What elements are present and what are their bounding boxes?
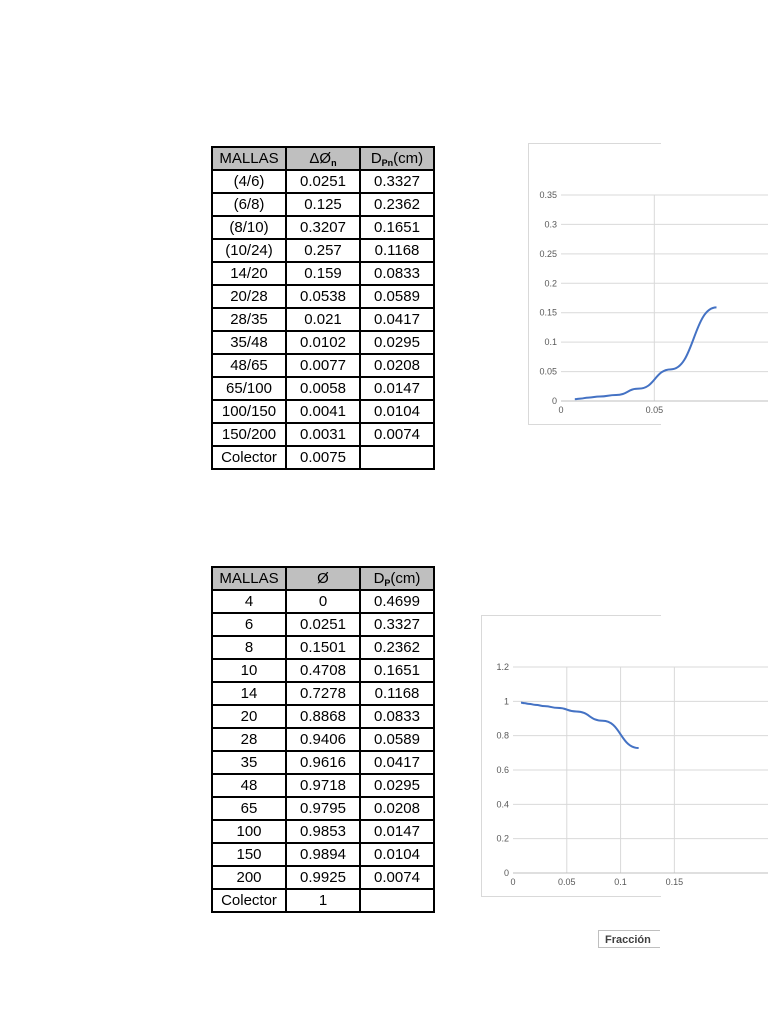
cell-malla: 14	[212, 682, 286, 705]
cell-diameter: 0.0104	[360, 400, 434, 423]
cell-diameter: 0.4699	[360, 590, 434, 613]
header-phi: Ø	[286, 567, 360, 590]
cell-fraction: 0.0251	[286, 613, 360, 636]
table-row	[212, 682, 434, 705]
cell-fraction: 0.7278	[286, 682, 360, 705]
header-dpn: $D_{Pn}(cm)$	[360, 147, 434, 170]
cell-malla: 48/65	[212, 354, 286, 377]
table-row	[212, 285, 434, 308]
cell-diameter: 0.0833	[360, 262, 434, 285]
table-row	[212, 613, 434, 636]
header-mallas: MALLAS	[212, 567, 286, 590]
cell-malla: 150	[212, 843, 286, 866]
y-tick-label: 1.2	[496, 662, 509, 672]
cell-diameter: 0.0589	[360, 285, 434, 308]
cell-diameter: 0.2362	[360, 636, 434, 659]
table-row	[212, 170, 434, 193]
series-line	[575, 307, 717, 399]
table-row	[212, 636, 434, 659]
y-tick-label: 0.3	[544, 219, 557, 230]
cell-diameter: 0.3327	[360, 170, 434, 193]
cell-fraction: 0.1501	[286, 636, 360, 659]
cell-diameter: 0.0104	[360, 843, 434, 866]
cell-malla: 20/28	[212, 285, 286, 308]
table-incremental-fraction	[211, 146, 435, 470]
cell-fraction: 0.021	[286, 308, 360, 331]
table-cumulative-fraction	[211, 566, 435, 913]
x-tick-label: 0.1	[614, 877, 627, 887]
cell-malla: 35	[212, 751, 286, 774]
cell-malla: 48	[212, 774, 286, 797]
cell-fraction: 0.0251	[286, 170, 360, 193]
cell-diameter: 0.0147	[360, 820, 434, 843]
cell-diameter: 0.0074	[360, 866, 434, 889]
table-row	[212, 239, 434, 262]
cell-fraction: 0.8868	[286, 705, 360, 728]
table-row	[212, 774, 434, 797]
cell-diameter	[360, 446, 434, 469]
cell-diameter: 0.1651	[360, 216, 434, 239]
cell-fraction: 0.0031	[286, 423, 360, 446]
cell-malla: 20	[212, 705, 286, 728]
cell-diameter: 0.1168	[360, 682, 434, 705]
cell-fraction: 0.0102	[286, 331, 360, 354]
cell-malla: 14/20	[212, 262, 286, 285]
x-tick-label: 0.05	[645, 405, 664, 415]
table-row	[212, 377, 434, 400]
cell-diameter: 0.1651	[360, 659, 434, 682]
y-tick-label: 0.2	[496, 833, 509, 844]
cell-diameter: 0.0147	[360, 377, 434, 400]
table-row	[212, 751, 434, 774]
table-row	[212, 400, 434, 423]
table-row	[212, 331, 434, 354]
cell-fraction: 0.257	[286, 239, 360, 262]
cell-fraction: 0.0075	[286, 446, 360, 469]
table-row	[212, 728, 434, 751]
table-row	[212, 590, 434, 613]
cell-fraction: 0	[286, 590, 360, 613]
cell-malla: 100/150	[212, 400, 286, 423]
y-tick-label: 0.15	[539, 307, 557, 318]
x-tick-label: 0	[510, 877, 516, 887]
x-tick-label: 0.15	[665, 877, 684, 887]
cell-fraction: 0.9894	[286, 843, 360, 866]
cell-fraction: 0.0077	[286, 354, 360, 377]
chart-cumulative	[481, 615, 684, 897]
table-header-row	[212, 147, 434, 170]
cell-diameter: 0.2362	[360, 193, 434, 216]
table-row	[212, 797, 434, 820]
cell-diameter: 0.0417	[360, 308, 434, 331]
cell-diameter	[360, 889, 434, 912]
y-tick-label: 0.4	[496, 799, 509, 810]
y-tick-label: 0.35	[539, 190, 557, 200]
cell-fraction: 0.0538	[286, 285, 360, 308]
cell-fraction: 0.9795	[286, 797, 360, 820]
cell-malla: 200	[212, 866, 286, 889]
table-header-row	[212, 567, 434, 590]
cell-diameter: 0.0074	[360, 423, 434, 446]
cell-malla: 8	[212, 636, 286, 659]
table-row	[212, 423, 434, 446]
chart-legend-label: Fracción	[598, 930, 660, 948]
table-row	[212, 659, 434, 682]
table-row	[212, 820, 434, 843]
cell-malla: 10	[212, 659, 286, 682]
cell-fraction: 0.0041	[286, 400, 360, 423]
table-row	[212, 446, 434, 469]
cell-fraction: 0.9925	[286, 866, 360, 889]
cell-fraction: 0.4708	[286, 659, 360, 682]
cell-malla: 4	[212, 590, 286, 613]
cell-malla: (10/24)	[212, 239, 286, 262]
cell-fraction: 0.159	[286, 262, 360, 285]
cell-malla: Colector	[212, 889, 286, 912]
y-tick-label: 0.6	[496, 765, 509, 775]
cell-fraction: 0.9718	[286, 774, 360, 797]
cell-malla: 6	[212, 613, 286, 636]
header-delta-phi: $\Delta Ø_n$	[286, 147, 360, 170]
cell-malla: 35/48	[212, 331, 286, 354]
chart-cumulative-svg	[482, 616, 684, 896]
y-tick-label: 0.8	[496, 730, 509, 741]
cell-diameter: 0.0295	[360, 774, 434, 797]
cell-malla: 65	[212, 797, 286, 820]
cell-malla: 28	[212, 728, 286, 751]
cell-diameter: 0.1168	[360, 239, 434, 262]
y-tick-label: 0	[503, 868, 509, 878]
table-row	[212, 354, 434, 377]
table-row	[212, 216, 434, 239]
header-dp: $D_P(cm)$	[360, 567, 434, 590]
y-tick-label: 1	[503, 696, 509, 707]
cell-malla: 28/35	[212, 308, 286, 331]
cell-malla: (6/8)	[212, 193, 286, 216]
cell-malla: (4/6)	[212, 170, 286, 193]
cell-fraction: 0.125	[286, 193, 360, 216]
cell-diameter: 0.0295	[360, 331, 434, 354]
table-row	[212, 705, 434, 728]
y-tick-label: 0.05	[539, 366, 557, 377]
cell-diameter: 0.0589	[360, 728, 434, 751]
table-row	[212, 843, 434, 866]
y-tick-label: 0.2	[544, 278, 557, 289]
y-tick-label: 0	[551, 396, 557, 406]
table-row	[212, 866, 434, 889]
cell-fraction: 1	[286, 889, 360, 912]
cell-malla: 150/200	[212, 423, 286, 446]
cell-malla: 65/100	[212, 377, 286, 400]
cell-diameter: 0.0417	[360, 751, 434, 774]
y-tick-label: 0.25	[539, 248, 557, 259]
cell-fraction: 0.9406	[286, 728, 360, 751]
cell-diameter: 0.0208	[360, 354, 434, 377]
cell-diameter: 0.0208	[360, 797, 434, 820]
x-tick-label: 0	[558, 405, 564, 415]
cell-malla: Colector	[212, 446, 286, 469]
cell-fraction: 0.3207	[286, 216, 360, 239]
table-row	[212, 308, 434, 331]
chart-incremental	[528, 143, 664, 425]
table-row	[212, 889, 434, 912]
cell-malla: (8/10)	[212, 216, 286, 239]
y-tick-label: 0.1	[544, 337, 557, 348]
table-row	[212, 193, 434, 216]
cell-diameter: 0.3327	[360, 613, 434, 636]
cell-fraction: 0.9853	[286, 820, 360, 843]
header-mallas: MALLAS	[212, 147, 286, 170]
cell-diameter: 0.0833	[360, 705, 434, 728]
cell-malla: 100	[212, 820, 286, 843]
x-tick-label: 0.05	[558, 877, 576, 887]
cell-fraction: 0.9616	[286, 751, 360, 774]
cell-fraction: 0.0058	[286, 377, 360, 400]
chart-incremental-svg	[529, 144, 664, 424]
table-row	[212, 262, 434, 285]
